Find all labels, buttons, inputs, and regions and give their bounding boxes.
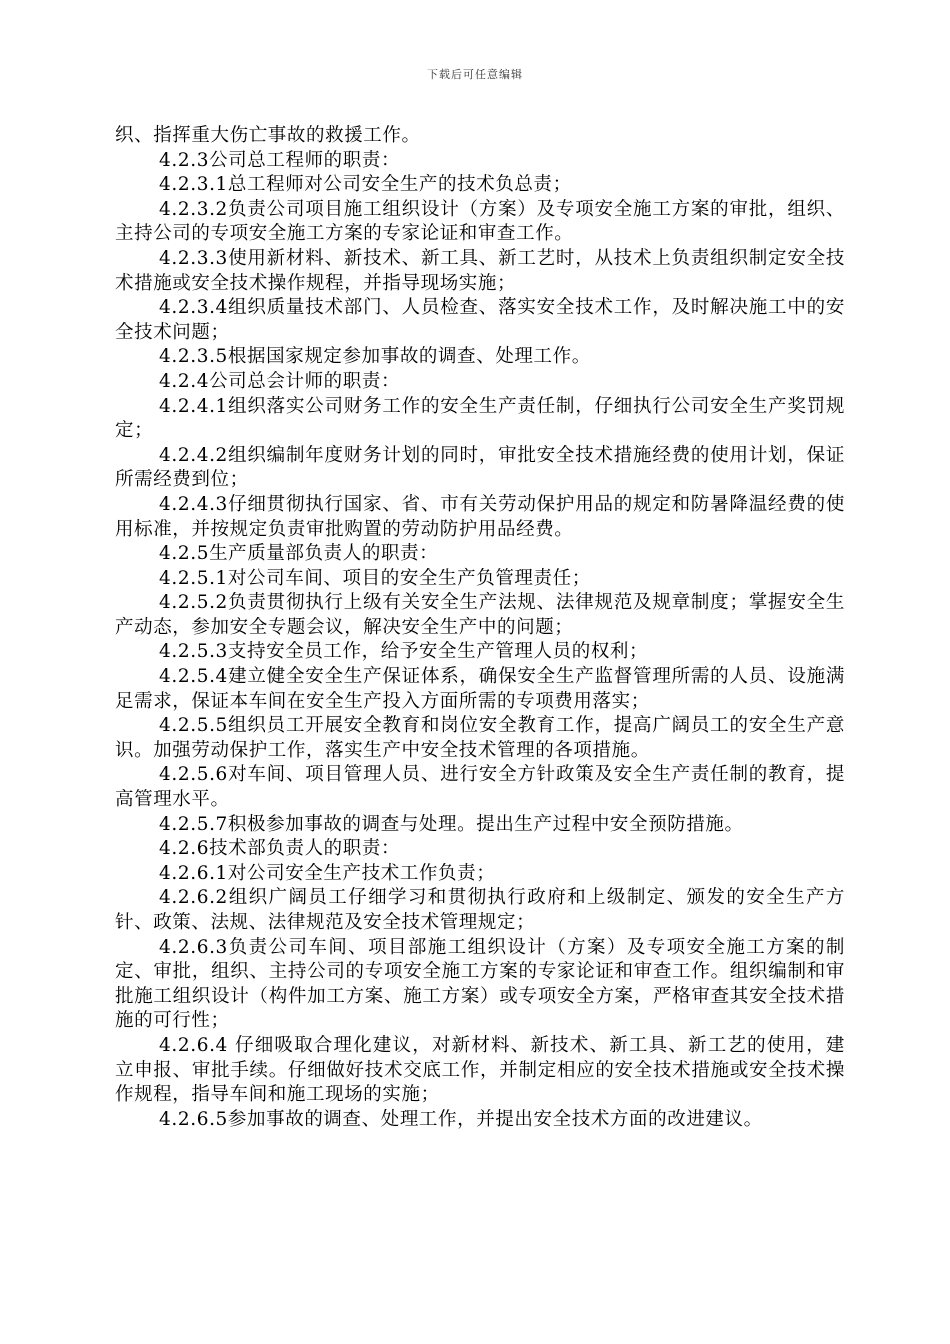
document-paragraph: 4.2.6.3负责公司车间、项目部施工组织设计（方案）及专项安全施工方案的制定、审批，组织、主持公司的专项安全施工方案的专家论证和审查工作。组织编制和审批施工组织设计（构件加工方案、施工方案）或专项安全方案，严格审查其安全技术措施的可行性；	[115, 936, 845, 1032]
document-paragraph: 4.2.6.4 仔细吸取合理化建议，对新材料、新技术、新工具、新工艺的使用，建立申报、审批手续。仔细做好技术交底工作，并制定相应的安全技术措施或安全技术操作规程，指导车间和施工现场的实施；	[115, 1034, 845, 1106]
document-paragraph: 4.2.5.2负责贯彻执行上级有关安全生产法规、法律规范及规章制度；掌握安全生产动态，参加安全专题会议，解决安全生产中的问题；	[115, 592, 845, 638]
document-paragraph: 4.2.5.3支持安全员工作，给予安全生产管理人员的权利；	[159, 641, 649, 663]
document-paragraph: 4.2.4.2组织编制年度财务计划的同时，审批安全技术措施经费的使用计划，保证所需经费到位；	[115, 444, 845, 491]
document-paragraph: 4.2.5.5组织员工开展安全教育和岗位安全教育工作，提高广阔员工的安全生产意识。加强劳动保护工作，落实生产中安全技术管理的各项措施。	[115, 715, 845, 761]
document-paragraph: 4.2.6.2组织广阔员工仔细学习和贯彻执行政府和上级制定、颁发的安全生产方针、政策、法规、法律规范及安全技术管理规定；	[115, 887, 845, 933]
document-paragraph: 4.2.5生产质量部负责人的职责：	[159, 543, 439, 565]
document-paragraph: 4.2.3公司总工程师的职责：	[159, 149, 401, 171]
document-paragraph: 4.2.6.1对公司安全生产技术工作负责；	[159, 862, 496, 884]
document-paragraph: 4.2.5.4建立健全安全生产保证体系，确保安全生产监督管理所需的人员、设施满足需求，保证本车间在安全生产投入方面所需的专项费用落实；	[115, 666, 845, 712]
page-header-note: 下载后可任意编辑	[427, 68, 523, 81]
document-paragraph: 4.2.3.5根据国家规定参加事故的调查、处理工作。	[159, 346, 591, 368]
document-paragraph: 4.2.5.7积极参加事故的调查与处理。提出生产过程中安全预防措施。	[159, 813, 744, 835]
document-paragraph: 4.2.5.6对车间、项目管理人员、进行安全方针政策及安全生产责任制的教育，提高管理水平。	[115, 764, 845, 811]
document-paragraph: 4.2.6技术部负责人的职责：	[159, 838, 401, 860]
document-paragraph: 4.2.5.1对公司车间、项目的安全生产负管理责任；	[159, 567, 591, 589]
document-paragraph: 4.2.4.3仔细贯彻执行国家、省、市有关劳动保护用品的规定和防暑降温经费的使用标准，并按规定负责审批购置的劳动防护用品经费。	[115, 493, 845, 540]
document-paragraph: 4.2.3.3使用新材料、新技术、新工具、新工艺时，从技术上负责组织制定安全技术措施或安全技术操作规程，并指导现场实施；	[115, 247, 845, 294]
document-body	[115, 124, 845, 1132]
document-paragraph: 4.2.3.4组织质量技术部门、人员检查、落实安全技术工作，及时解决施工中的安全技术问题；	[115, 297, 845, 343]
document-paragraph: 4.2.4.1组织落实公司财务工作的安全生产责任制，仔细执行公司安全生产奖罚规定；	[115, 395, 845, 442]
document-paragraph: 4.2.3.1总工程师对公司安全生产的技术负总责；	[159, 174, 572, 196]
document-paragraph: 4.2.6.5参加事故的调查、处理工作，并提出安全技术方面的改进建议。	[159, 1108, 763, 1130]
document-paragraph: 4.2.4公司总会计师的职责：	[159, 370, 401, 392]
document-paragraph: 织、指挥重大伤亡事故的救援工作。	[115, 125, 421, 146]
document-paragraph: 4.2.3.2负责公司项目施工组织设计（方案）及专项安全施工方案的审批，组织、主持公司的专项安全施工方案的专家论证和审查工作。	[115, 198, 845, 245]
